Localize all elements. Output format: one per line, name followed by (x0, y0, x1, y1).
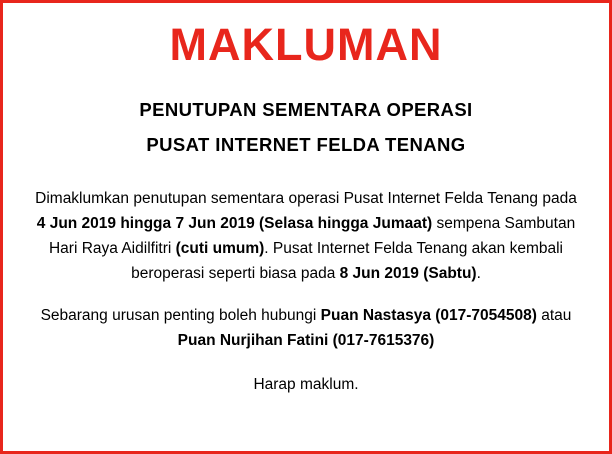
paragraph-contacts (35, 303, 577, 353)
paragraph-closure-details (35, 186, 577, 286)
notice-subtitle (29, 96, 583, 159)
p1-public-holiday: (cuti umum) (175, 239, 265, 257)
p2-segment-3: atau (536, 307, 572, 325)
p1-segment-5: . Pusat Internet Felda Tenang akan kembali beroperasi seperti biasa pada (131, 239, 564, 282)
p2-segment-1: Sebarang urusan penting boleh hubungi (40, 307, 321, 325)
p1-reopen-date: 8 Jun 2019 (Sabtu) (339, 264, 477, 282)
notice-body (29, 186, 583, 398)
p1-closure-dates: 4 Jun 2019 hingga 7 Jun 2019 (Selasa hingga Jumaat) (36, 214, 433, 232)
subtitle-line-2: PUSAT INTERNET FELDA TENANG (146, 133, 466, 155)
p1-segment-3: sempena Sambutan Hari Raya Aidilfitri (48, 214, 576, 257)
p1-segment-1: Dimaklumkan penutupan sementara operasi Pusat Internet Felda Tenang pada (35, 189, 577, 207)
contact-nurjihan-fatini: Puan Nurjihan Fatini (017-7615376) (177, 332, 435, 350)
closing-line: Harap maklum. (253, 376, 359, 394)
subtitle-line-1: PENUTUPAN SEMENTARA OPERASI (139, 99, 473, 121)
contact-nastasya: Puan Nastasya (017-7054508) (320, 307, 537, 325)
page-title: MAKLUMAN (169, 19, 443, 70)
p1-segment-7: . (476, 264, 481, 282)
